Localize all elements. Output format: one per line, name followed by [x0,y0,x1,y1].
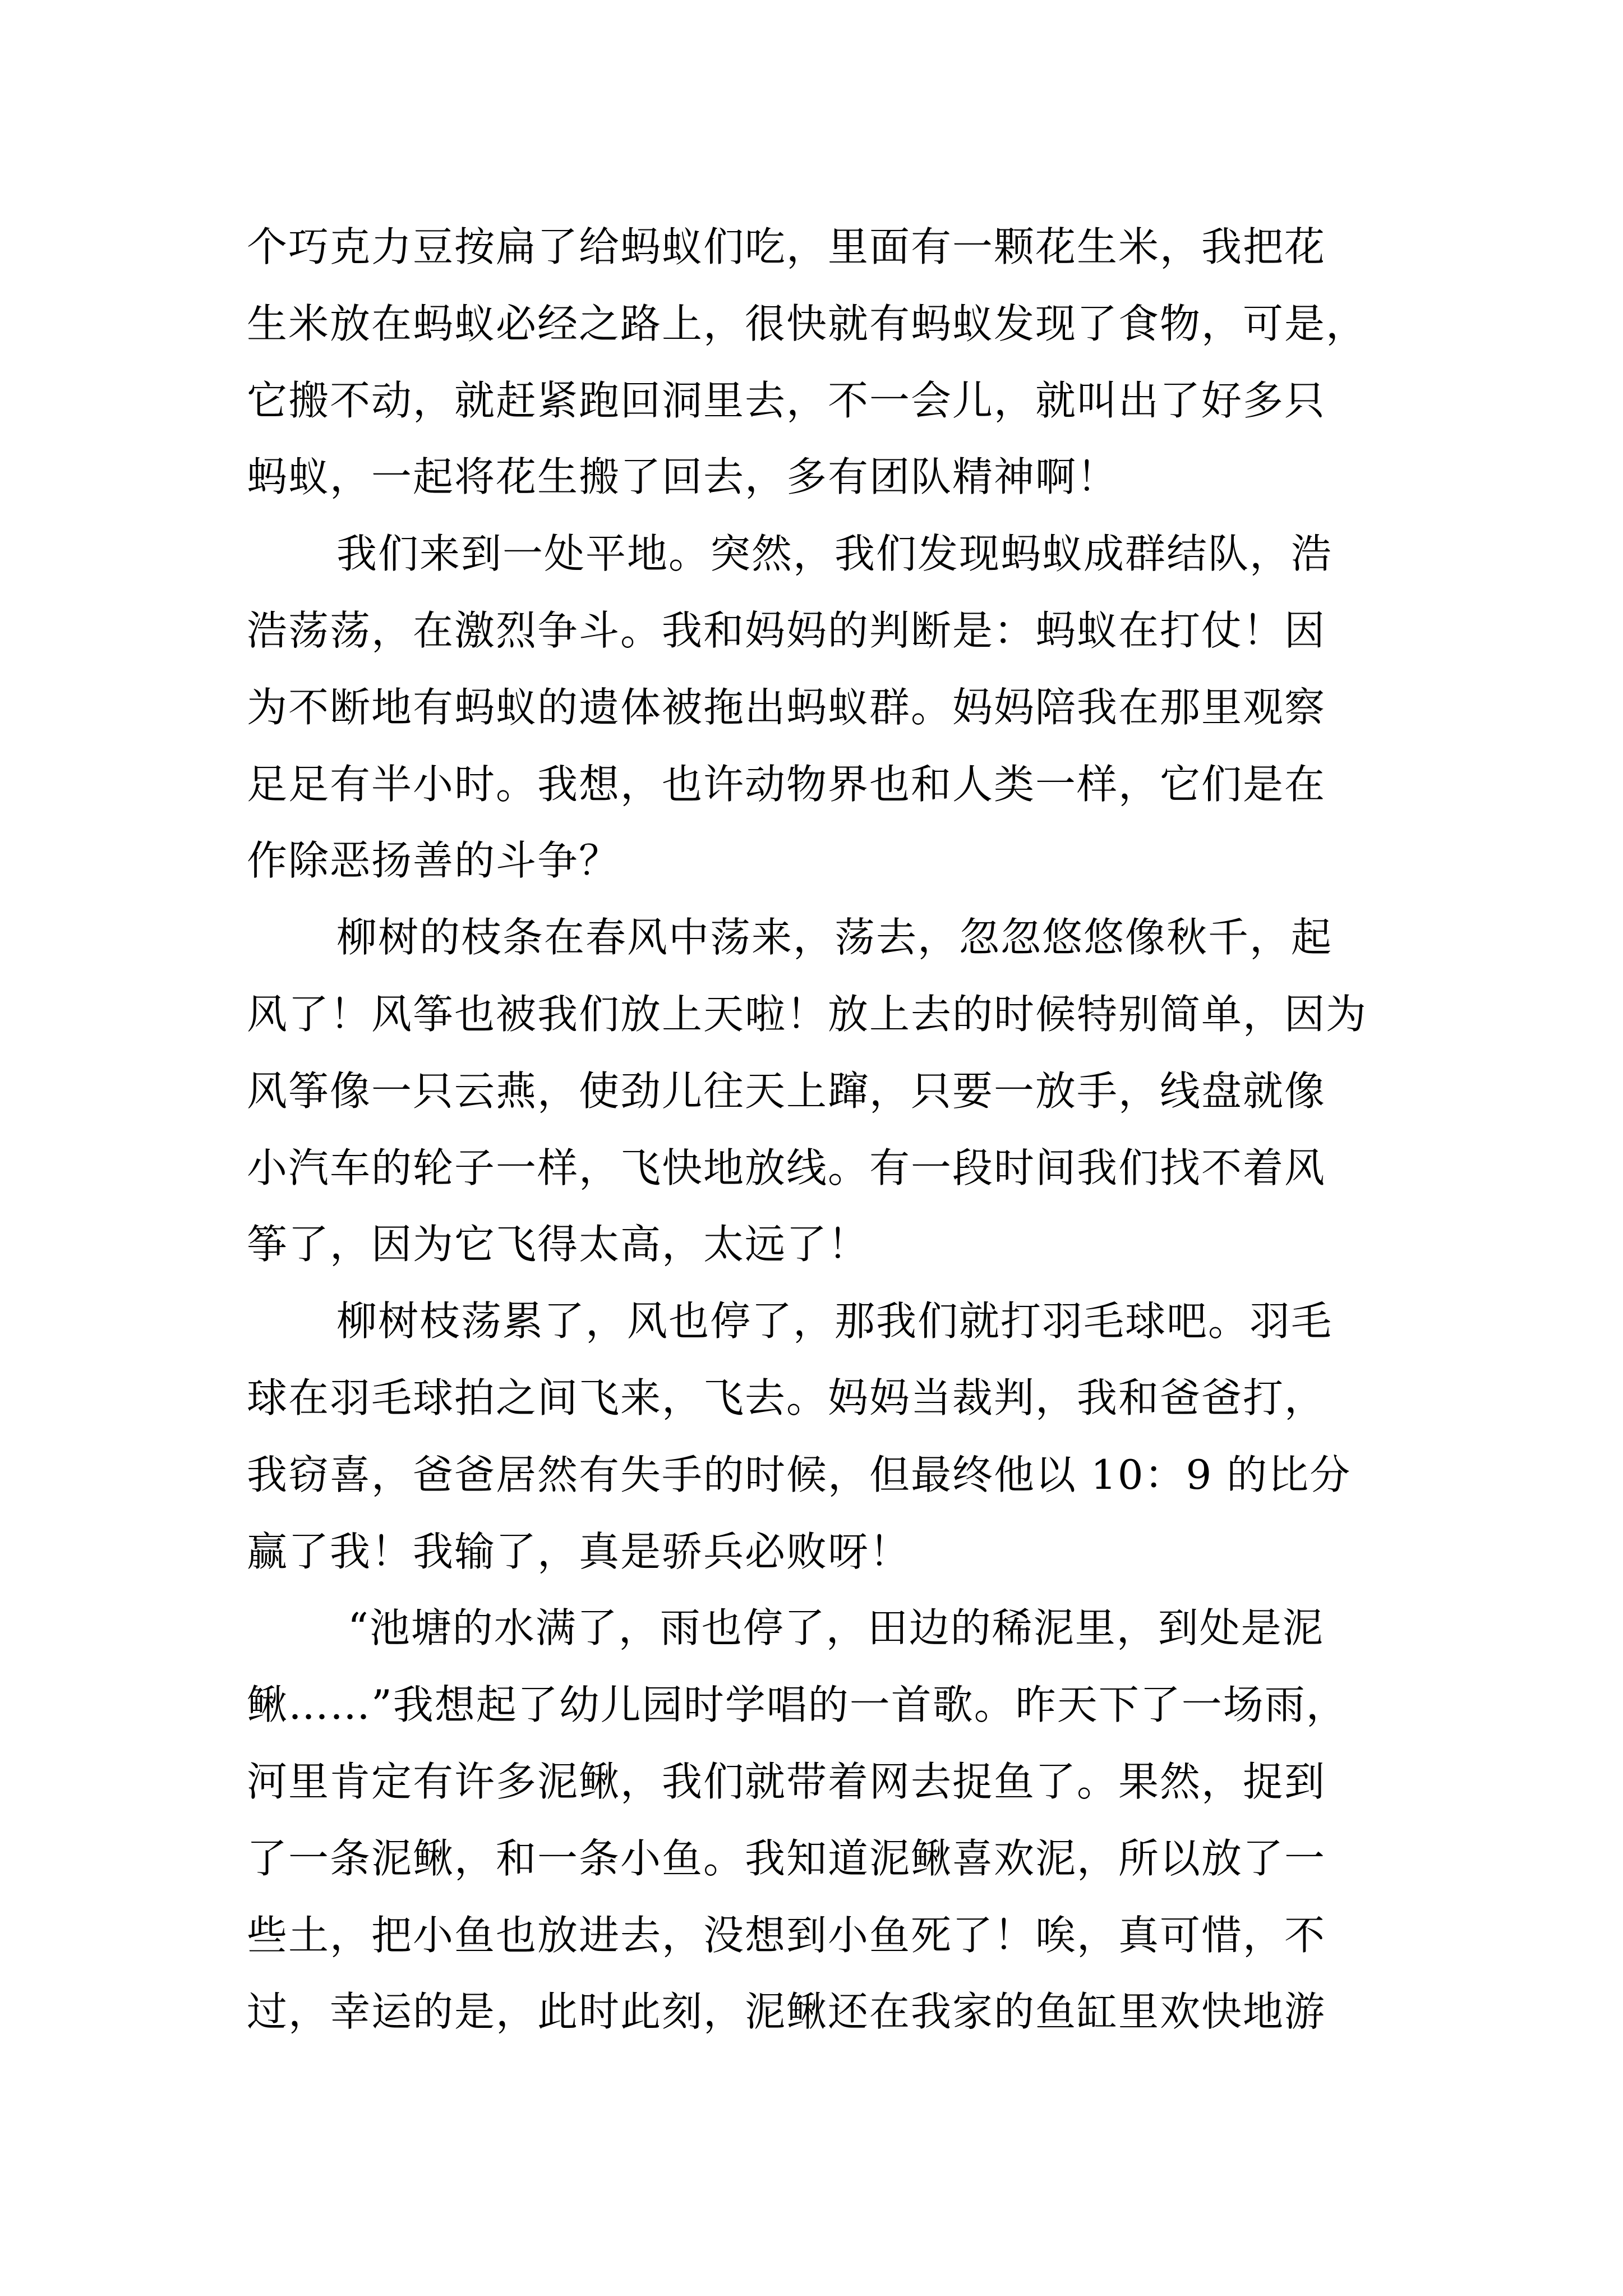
text-line: 它搬不动，就赶紧跑回洞里去，不一会儿，就叫出了好多只 [247,377,1326,424]
text-line: 我窃喜，爸爸居然有失手的时候，但最终他以 10：9 的比分 [247,1451,1352,1498]
text-line: 球在羽毛球拍之间飞来，飞去。妈妈当裁判，我和爸爸打， [247,1374,1326,1421]
paragraph-first-line: 柳树的枝条在春风中荡来，荡去，忽忽悠悠像秋千，起 [336,914,1333,961]
text-line: 筝了，因为它飞得太高，太远了！ [247,1221,870,1268]
text-line: 赢了我！我输了，真是骄兵必败呀！ [247,1528,911,1575]
text-line: 浩荡荡，在激烈争斗。我和妈妈的判断是：蚂蚁在打仗！因 [247,607,1326,654]
text-line: 个巧克力豆按扁了给蚂蚁们吃，里面有一颗花生米，我把花 [247,223,1326,270]
text-line: 作除恶扬善的斗争？ [247,837,621,884]
text-line: 生米放在蚂蚁必经之路上，很快就有蚂蚁发现了食物，可是， [247,300,1368,347]
text-line: 些土，把小鱼也放进去，没想到小鱼死了！唉，真可惜，不 [247,1912,1326,1959]
paragraph-first-line: 柳树枝荡累了，风也停了，那我们就打羽毛球吧。羽毛 [336,1297,1333,1345]
text-line: 风筝像一只云燕，使劲儿往天上蹿，只要一放手，线盘就像 [247,1068,1326,1115]
text-line: 蚂蚁，一起将花生搬了回去，多有团队精神啊！ [247,453,1119,500]
text-line: 过，幸运的是，此时此刻，泥鳅还在我家的鱼缸里欢快地游 [247,1988,1326,2035]
text-line: 小汽车的轮子一样，飞快地放线。有一段时间我们找不着风 [247,1144,1326,1191]
text-line: 风了！风筝也被我们放上天啦！放上去的时候特别简单，因为 [247,991,1368,1038]
text-line: 河里肯定有许多泥鳅，我们就带着网去捉鱼了。果然，捉到 [247,1758,1326,1805]
text-line: 了一条泥鳅，和一条小鱼。我知道泥鳅喜欢泥，所以放了一 [247,1835,1326,1882]
text-line: 足足有半小时。我想，也许动物界也和人类一样，它们是在 [247,761,1326,808]
text-line: 为不断地有蚂蚁的遗体被拖出蚂蚁群。妈妈陪我在那里观察 [247,684,1326,731]
paragraph-first-line: “池塘的水满了，雨也停了，田边的稀泥里，到处是泥 [348,1604,1324,1651]
paragraph-first-line: 我们来到一处平地。突然，我们发现蚂蚁成群结队，浩 [336,530,1333,577]
text-line: 鳅……”我想起了幼儿园时学唱的一首歌。昨天下了一场雨， [247,1681,1348,1728]
